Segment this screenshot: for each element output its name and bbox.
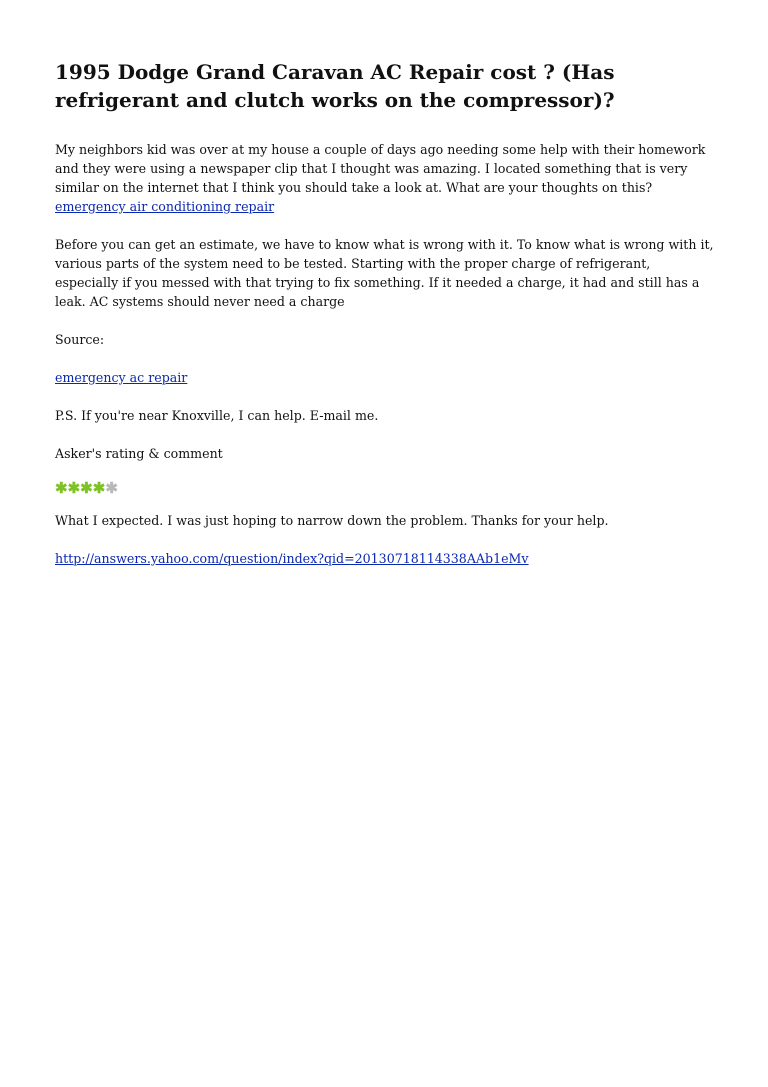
document-page [55, 58, 715, 568]
comment-paragraph: What I expected. I was just hoping to narrow down the problem. Thanks for your help. [55, 513, 609, 528]
star-icon-2: ✱ [67, 479, 81, 497]
document-body [55, 140, 715, 568]
intro-paragraph [55, 140, 715, 216]
answer-paragraph: Before you can get an estimate, we have to know what is wrong with it. To know what is wrong with it, various parts of the system need to be tested. Starting with the proper charge of refrigerant, especially if you messed with that trying to fix something. If it needed a charge, it had and still has a leak. AC systems should never need a charge [55, 237, 714, 309]
star-icon-3: ✱ [80, 479, 93, 497]
url-paragraph [55, 549, 715, 568]
page-title: 1995 Dodge Grand Caravan AC Repair cost ? (Has refrigerant and clutch works on the compressor)? [55, 60, 615, 112]
ps-paragraph: P.S. If you're near Knoxville, I can help. E-mail me. [55, 408, 379, 423]
question-url-link[interactable]: http://answers.yahoo.com/question/index?qid=20130718114338AAb1eMv [55, 551, 529, 566]
emergency-air-conditioning-repair-link[interactable]: emergency air conditioning repair [55, 199, 275, 214]
star-icon-4: ✱ [92, 479, 106, 497]
source-label: Source: [55, 332, 105, 347]
star-rating [55, 479, 715, 498]
emergency-ac-repair-link[interactable]: emergency ac repair [55, 370, 188, 385]
intro-text: My neighbors kid was over at my house a couple of days ago needing some help with their homework and they were using a newspaper clip that I thought was amazing. I located something that is very similar on the internet that I think you should take a look at. What are your thoughts on this? [55, 142, 706, 195]
source-link-paragraph [55, 368, 715, 387]
star-icon-1: ✱ [55, 479, 68, 497]
rating-label: Asker's rating & comment [55, 446, 223, 461]
star-icon-5: ✱ [105, 479, 118, 497]
